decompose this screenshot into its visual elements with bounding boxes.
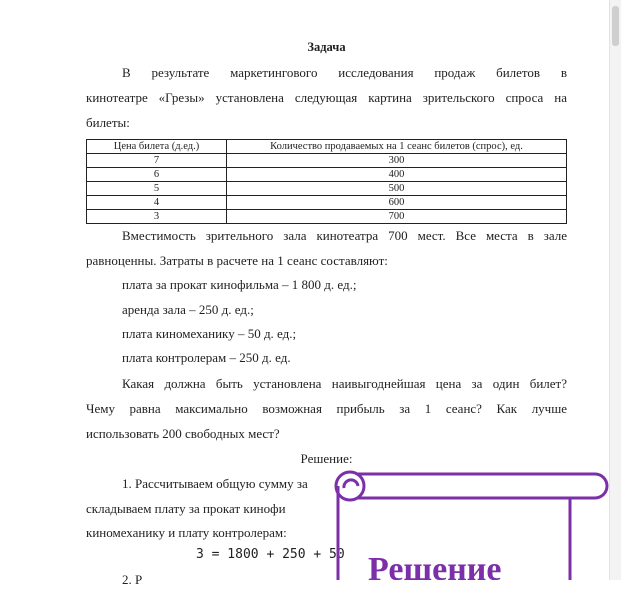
table-row [87,210,567,224]
scroll-banner [330,470,621,580]
intro-line-1: В результате маркетингового исследования продаж билетов в [122,65,567,80]
table-cell-price: 5 [87,182,227,196]
table-cell-price: 4 [87,196,227,210]
capacity-line-2: равноценны. Затраты в расчете на 1 сеанс составляют: [86,253,388,268]
cost-controllers: плата контролерам – 250 д. ед. [122,350,291,365]
question-line-3: использовать 200 свободных мест? [86,426,280,441]
step1-line-3: киномеханику и плату контролерам: [86,525,287,540]
table-header-row [87,140,567,154]
table-cell-quantity: 700 [227,210,567,224]
question-line-2: Чему равна максимально возможная прибыль за 1 сеанс? Как лучше [86,401,567,416]
capacity-line-1: Вместимость зрительного зала кинотеатра 700 мест. Все места в зале [122,228,567,243]
intro-line-2: кинотеатре «Грезы» установлена следующая картина зрительского спроса на [86,90,567,105]
table-header-price: Цена билета (д.ед.) [87,140,227,154]
intro-line-3: билеты: [86,115,130,130]
table-cell-price: 3 [87,210,227,224]
demand-table [86,139,567,224]
cost-film-rental: плата за прокат кинофильма – 1 800 д. ед.; [122,277,357,292]
step2-line-1: 2. Р [122,572,143,587]
solution-heading: Решение: [300,451,353,466]
table-row [87,182,567,196]
table-cell-quantity: 500 [227,182,567,196]
cost-projectionist: плата киномеханику – 50 д. ед.; [122,326,297,341]
step1-line-1: 1. Рассчитываем общую сумму за [122,476,308,491]
banner-text: Решение [368,551,502,580]
table-cell-quantity: 600 [227,196,567,210]
question-line-1: Какая должна быть установлена наивыгоднейшая цена за один билет? [122,376,567,391]
scrollbar-thumb[interactable] [612,6,619,46]
table-cell-price: 6 [87,168,227,182]
table-row [87,196,567,210]
table-cell-quantity: 400 [227,168,567,182]
vertical-scrollbar[interactable] [609,0,621,580]
table-row [87,168,567,182]
table-row [87,154,567,168]
table-cell-quantity: 300 [227,154,567,168]
cost-hall-rent: аренда зала – 250 д. ед.; [122,302,254,317]
task-title: Задача [307,40,346,54]
cost-formula: З = 1800 + 250 + 50 [196,547,345,562]
table-cell-price: 7 [87,154,227,168]
table-header-quantity: Количество продаваемых на 1 сеанс билетов (спрос), ед. [227,140,567,154]
step1-line-2: складываем плату за прокат кинофи [86,501,286,516]
